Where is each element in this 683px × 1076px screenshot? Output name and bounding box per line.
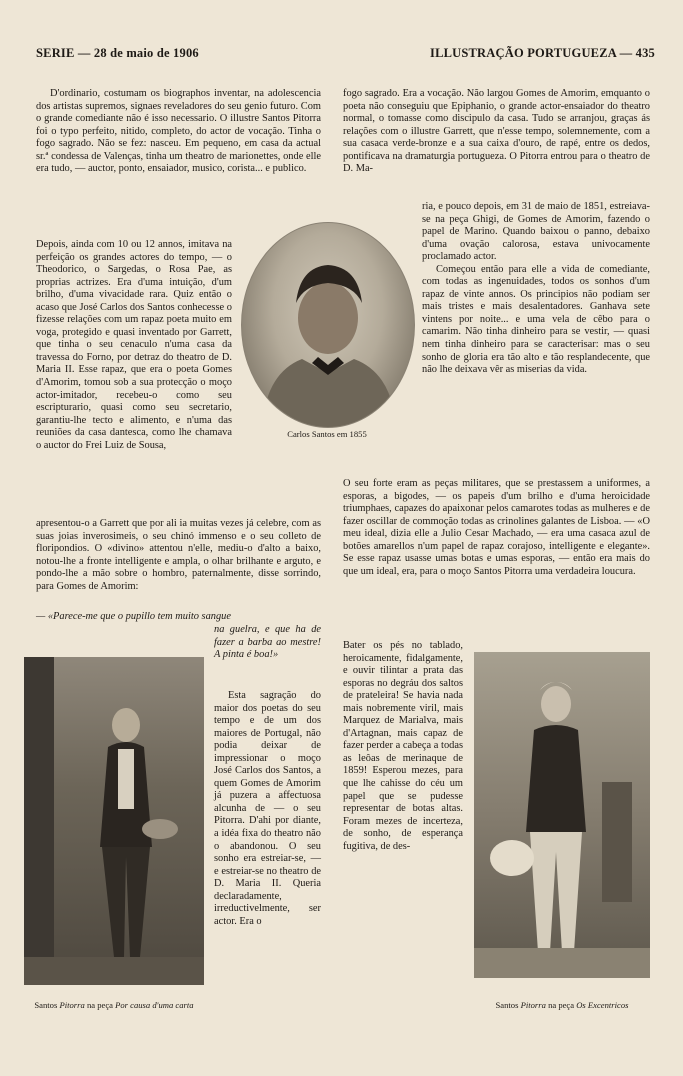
col2-wrap-paragraph: ria, e pouco depois, em 31 de maio de 1851, estreiava-se na peça Ghigi, de Gomes de Amorim, fazendo o papel de Marino. Quando baixou o panno, debaixo d'uma ovação calorosa, estava univocamente proclamado actor. Começou então para elle a vida de comediante, com todas as ingenuidades, todos os sonhos d'um rapaz de vinte annos. Os principios não podiam ser mais tristes e mais desalentadores. Ganhava sete vintens por noite... e uma vela de cêbo para o camarim. Não tinha dinheiro para se vestir, — quasi nem tinha dinheiro para se caracterisar: mas o seu sonho de gloria era tão alto e tão resplandecente, que não lhe deixava vêr as miserias da vida. [422,201,650,376]
col1-wrap-paragraph: Depois, ainda com 10 ou 12 annos, imitava na perfeição os grandes actores do tempo, — o Theodorico, o Sargedas, o Rosa Pae, as proprias actrizes. Era d'uma intuição, d'um brilho, d'uma vivacidade rara. Quiz então o acaso que José Carlos dos Santos conhecesse o fizesse relações com um rapaz poeta muito em voga, protegido e quasi inventado por Garrett, que tinha o seu cenaculo n'uma casa da travessa do Forno, por detraz do theatro de D. Maria II. Esse rapaz, que era o poeta Gomes d'Amorim, tomou sob a sua protecção o moço actor-imitador, recebeu-o como seu escripturario, quasi como seu secretario, garantiu-lhe tecto e alimento, e n'uma das reuniões da casa dantesca, como lhe chamava o auctor do Frei Luiz de Sousa, [36,239,232,451]
caption-right-photo: Santos Pitorra na peça Os Excentricos [495,1000,629,1010]
photo-por-causa-dunma-carta [24,657,204,985]
col2-top-paragraph: fogo sagrado. Era a vocação. Não largou Gomes de Amorim, emquanto o poeta não conseguiu que Epiphanio, o grande actor-ensaiador do theatro normal, o tomasse como discipulo da casa. Tudo se arranjou, graças ás relações com o illustre Garrett, que n'esse tempo, solemnemente, com a sua casaca verde-bronze e a sua caixa d'ouro, de rapé, entre os dedos, pontificava na dramaturgia portugueza. O Pitorra entrou para o theatro de D. Ma- [343,88,650,175]
col1-full-paragraph: apresentou-o a Garrett que por ali ia muitas vezes já celebre, com as suas joias inverosimeis, o seu chinó immenso e o seu colleto de floripondios. O «divino» attentou n'elle, mediu-o d'alto a baixo, notou-lhe a fronte intelligente e ampla, o olhar brilhante e arguto, e pondo-lhe a mão sobre o hombro, paternalmente, disse sorrindo, para Gomes de Amorim: [36,518,321,592]
col2-narrow-paragraph: Bater os pés no tablado, heroicamente, fidalgamente, e ouvir tilintar a prata das esporas no degráu dos saltos de prateleira! Se havia nada mais nobremente viril, mais Marquez de Marialva, mais d'Artagnan, mais capaz de fazer perder a cabeça a todas as leôas de merinaque de 1859! Esperou mezes, para que lhe cahisse do céu um papel que se pudesse representar de botas altas. Foram mezes de incerteza, de sonho, de esperança fugitiva, de des- [343,640,463,852]
garrett-quote-line: — «Parece-me que o pupillo tem muito sangue [36,611,231,622]
page-header [36,46,655,66]
header-publication-page: ILLUSTRAÇÃO PORTUGUEZA — 435 [430,46,655,60]
photo-os-excentricos [474,652,650,978]
standing-actor-figure-right [474,652,650,978]
caption-left-photo: Santos Pitorra na peça Por causa d'uma carta [34,1000,194,1010]
portrait-photo-oval [241,222,415,428]
col1-top-paragraph: D'ordinario, costumam os biographos inventar, na adolescencia dos artistas supremos, signaes reveladores do seu genio futuro. Com o grande comediante não é isso necessario. O illustre Santos Pitorra foi o typo perfeito, nitido, completo, do actor de vocação. Tinha o fogo sagrado. Não se fez: nasceu. Em pequeno, em casa da actual sr.ª condessa de Valenças, tinha um theatro de marionettes, onde elle era tudo, — auctor, ponto, ensaiador, musico, corista... e publico. [36,88,321,175]
portrait-caption: Carlos Santos em 1855 [287,429,367,439]
standing-actor-figure-left [24,657,204,985]
portrait-figure [242,223,414,427]
col2-mid-paragraph: O seu forte eram as peças militares, que se prestassem a uniformes, a esporas, a bigodes, — os papeis d'um brilho e d'uma heroicidade triumphaes, capazes do apaixonar pelos camarotes todas as mulheres e de fazer oscillar de commoção todas as crinolines galantes de Lisboa. — «O meu ideal, dizia elle a Julio Cesar Machado, — era uma casaca azul de botões amarellos n'um papel de rapaz corajoso, intelligente e elegante». Se esse rapaz usasse umas botas e umas esporas, — então era mais do que um ideal, era, para o moço Santos Pitorra uma verdadeira loucura. [343,478,650,577]
header-series-date: SERIE — 28 de maio de 1906 [36,46,199,60]
col1-narrow-paragraph: Esta sagração do maior dos poetas do seu tempo e de um dos maiores de Portugal, não podia deixar de impressionar o moço José Carlos dos Santos, a quem Gomes de Amorim já puzera a affectuosa alcunha de — o seu Pitorra. D'ahi por diante, a idéa fixa do theatro não o abandonou. O seu sonho era estreiar-se, — e estreiar-se no theatro de D. Maria II. Queria declaradamente, irreductivelmente, ser actor. Era o [214,690,321,927]
garrett-quote-wrap: na guelra, e que ha de fazer a barba ao mestre! A pinta é boa!» [214,624,321,661]
